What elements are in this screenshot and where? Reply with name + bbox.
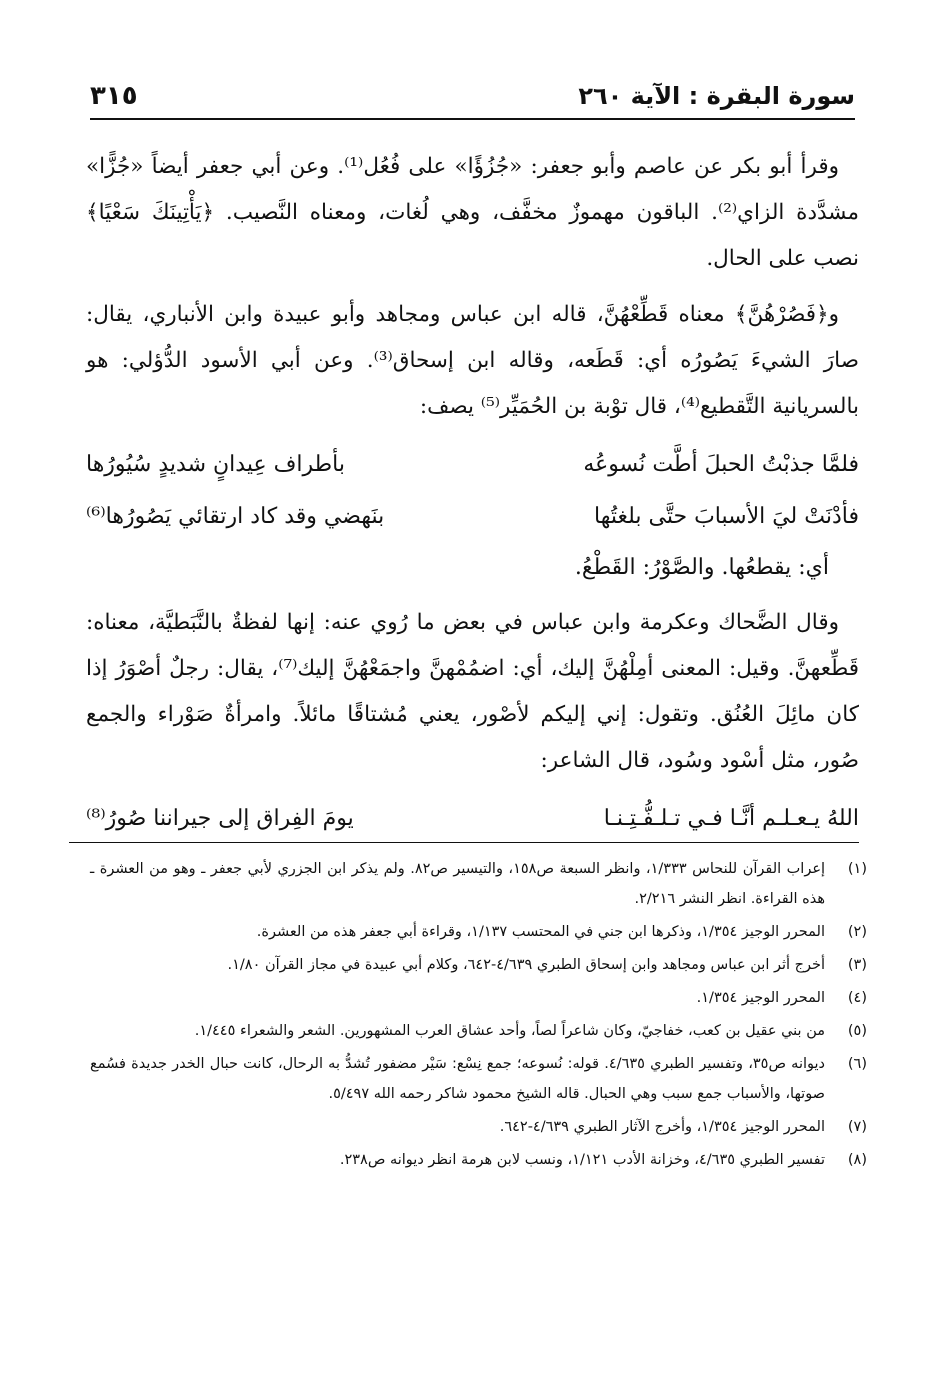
footnote-text: المحرر الوجيز ١/٣٥٤. [696, 990, 825, 1006]
surah-verse-title: سورة البقرة : الآية ٢٦٠ [578, 82, 855, 110]
footnote [90, 917, 867, 947]
footnote-divider [69, 842, 859, 843]
poem-verse-3 [86, 794, 859, 846]
footnote-number: (٣) [847, 957, 867, 973]
verse-3-first-hemistich: اللهُ يـعـلـم أنَّـا فـي تـلـفُّـتِـنـا [603, 806, 859, 831]
poem-verse-2 [86, 492, 859, 544]
footnote [90, 1016, 867, 1046]
paragraph-readings: وقرأ أبو بكر عن عاصم وأبو جعفر: «جُزُؤًا» على فُعُل⁽¹⁾. وعن أبي جعفر أيضاً «جُزًّا» مشدَّدة الزاي⁽²⁾. الباقون مهموزٌ مخفَّف، وهي لُغات، ومعناه النَّصيب. ﴿يَأْتِينَكَ سَعْيًا﴾ نصب على الحال. [86, 154, 860, 271]
footnote-text: من بني عقيل بن كعب، خفاجيّ، وكان شاعراً لصاً، وأحد عشاق العرب المشهورين. الشعر والشعراء ١/٤٤٥. [194, 1023, 825, 1039]
footnote [90, 950, 867, 980]
verse-gloss: أي: يقطعُها. والصَّوْرُ: القَطْعُ. [574, 555, 829, 580]
verse-2-second-hemistich: بنَهضي وقد كاد ارتقائي يَصُورُها⁽⁶⁾ [86, 504, 385, 529]
page-number: ٣١٥ [90, 81, 138, 111]
paragraph-fasurhunna: و﴿فَصُرْهُنَّ﴾ معناه قَطِّعْهُنَّ، قاله ابن عباس ومجاهد وأبو عبيدة وابن الأنباري، يقال: صارَ الشيءَ يَصُورُه أي: قَطَعه، وقاله ابن إسحاق⁽³⁾. وعن أبي الأسود الدُّؤلي: هو بالسريانية التَّقطيع⁽⁴⁾، قال توْبة بن الحُمَيِّر⁽⁵⁾ يصف: [86, 302, 859, 419]
footnote [90, 1145, 867, 1175]
footnotes [90, 854, 867, 1178]
footnote-text: أخرج أثر ابن عباس ومجاهد وابن إسحاق الطبري ٤/٦٣٩-٦٤٢، وكلام أبي عبيدة في مجاز القرآن ١/٨٠. [227, 957, 825, 973]
poem-verse-1 [86, 440, 859, 492]
footnote-number: (١) [847, 861, 867, 877]
footnote-number: (٤) [847, 990, 867, 1006]
footnote-number: (٥) [847, 1023, 867, 1039]
verse-3-second-hemistich: يومَ الفِراق إلى جيراننا صُورُ⁽⁸⁾ [86, 806, 354, 831]
footnote-number: (٨) [847, 1152, 867, 1168]
footnote [90, 983, 867, 1013]
footnote-text: المحرر الوجيز ١/٣٥٤، وأخرج الآثار الطبري ٤/٦٣٩-٦٤٢. [499, 1119, 825, 1135]
footnote-text: تفسير الطبري ٤/٦٣٥، وخزانة الأدب ١/١٢١، ونسب لابن هرمة انظر ديوانه ص٢٣٨. [339, 1152, 825, 1168]
footnote-text: المحرر الوجيز ١/٣٥٤، وذكرها ابن جني في المحتسب ١/١٣٧، وقراءة أبي جعفر هذه من العشرة. [256, 924, 825, 940]
verse-1-second-hemistich: بأطراف عِيدانٍ شديدٍ سُيُورُها [86, 452, 345, 477]
footnote-number: (٧) [847, 1119, 867, 1135]
footnote-number: (٢) [847, 924, 867, 940]
paragraph-nabatean: وقال الضَّحاك وعكرمة وابن عباس في بعض ما رُوي عنه: إنها لفظةٌ بالنَّبَطيَّة، معناه: قَطِّعهنَّ. وقيل: المعنى أمِلْهُنَّ إليك، أي: اضمُمْهنَّ واجمَعْهُنَّ إليك⁽⁷⁾، يقال: رجلٌ أصْوَرُ إذا كان مائِلَ العُنُق. وتقول: إني إليكم لأصْور، يعني مُشتاقًا مائلاً. وامرأةٌ صَوْراء والجمع صُور، مثل أسْود وسُود، قال الشاعر: [86, 610, 859, 773]
footnote [90, 1049, 867, 1109]
footnote-text: إعراب القرآن للنحاس ١/٣٣٣، وانظر السبعة ص١٥٨، والتيسير ص٨٢. ولم يذكر ابن الجزري لأبي جعفر ـ وهو من العشرة ـ هذه القراءة. انظر النشر ٢/٢١٦. [90, 861, 825, 907]
footnote-number: (٦) [847, 1056, 867, 1072]
verse-2-first-hemistich: فأدْنَتْ ليَ الأسبابَ حتَّى بلغتُها [594, 504, 859, 529]
running-header [90, 74, 855, 120]
footnote [90, 854, 867, 914]
main-text [86, 144, 859, 846]
footnote [90, 1112, 867, 1142]
verse-1-first-hemistich: فلمَّا جذبْتُ الحبلَ أطَّت نُسوعُه [583, 452, 859, 477]
footnote-text: ديوانه ص٣٥، وتفسير الطبري ٤/٦٣٥. قوله: نُسوعه؛ جمع نِسْع: سَيْر مضفور تُشدُّ به الرحال، كانت حبال الخدر جديدة فسُمع صوتها، والأسباب جمع سبب وهي الحبال. قاله الشيخ محمود شاكر رحمه الله ٥/٤٩٧. [90, 1056, 825, 1102]
